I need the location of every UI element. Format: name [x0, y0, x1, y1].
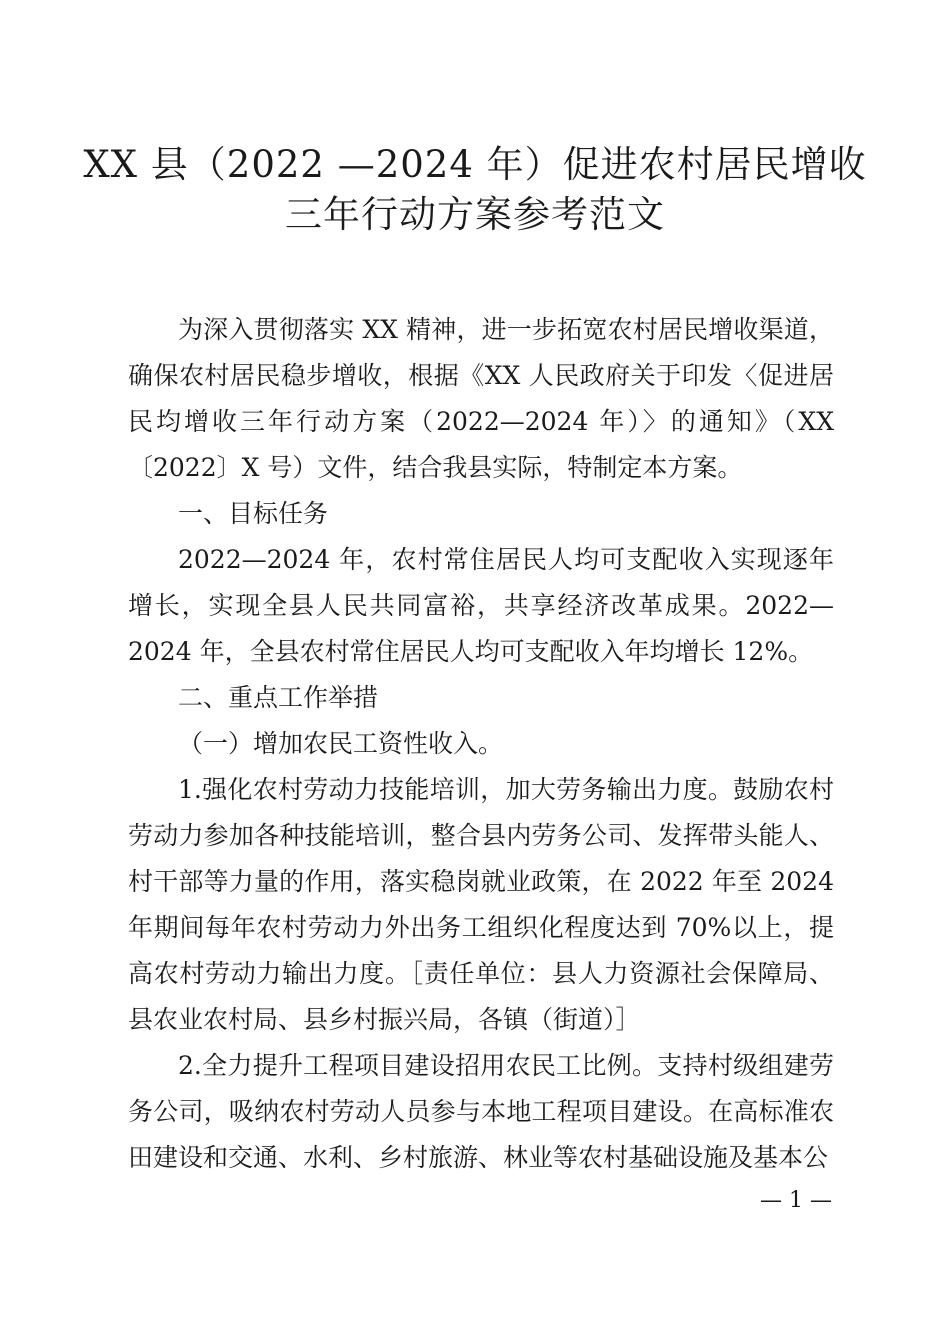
title-line-1: XX 县（2022 —2024 年）促进农村居民增收: [83, 143, 867, 186]
intro-paragraph: 为深入贯彻落实 XX 精神，进一步拓宽农村居民增收渠道，确保农村居民稳步增收，根据《XX 人民政府关于印发〈促进居民均增收三年行动方案（2022—2024 年）〉的通知》（XX〔2022〕X 号）文件，结合我县实际，特制定本方案。: [128, 315, 834, 482]
measure-paragraph-2: 2.全力提升工程项目建设招用农民工比例。支持村级组建劳务公司，吸纳农村劳动人员参与本地工程项目建设。在高标准农田建设和交通、水利、乡村旅游、林业等农村基础设施及基本公: [128, 1051, 834, 1172]
measure-paragraph-1: 1.强化农村劳动力技能培训，加大劳务输出力度。鼓励农村劳动力参加各种技能培训，整合县内劳务公司、发挥带头能人、村干部等力量的作用，落实稳岗就业政策，在 2022 年至 2024 年期间每年农村劳动力外出务工组织化程度达到 70%以上，提高农村劳动力输出力度。［责任单位：县人力资源社会保障局、县农业农村局、县乡村振兴局，各镇（街道）］: [128, 775, 834, 1034]
title-line-2: 三年行动方案参考范文: [285, 193, 665, 236]
section-heading-measures: 二、重点工作举措: [178, 683, 379, 712]
document-body: [128, 307, 834, 1181]
document-title: [60, 140, 890, 240]
section-heading-goals: 一、目标任务: [178, 499, 329, 528]
page-number: — 1 —: [760, 1188, 832, 1213]
subsection-heading-wage-income: （一）增加农民工资性收入。: [178, 729, 504, 758]
goals-paragraph: 2022—2024 年，农村常住居民人均可支配收入实现逐年增长，实现全县人民共同富裕，共享经济改革成果。2022—2024 年，全县农村常住居民人均可支配收入年均增长 12%。: [128, 545, 834, 666]
